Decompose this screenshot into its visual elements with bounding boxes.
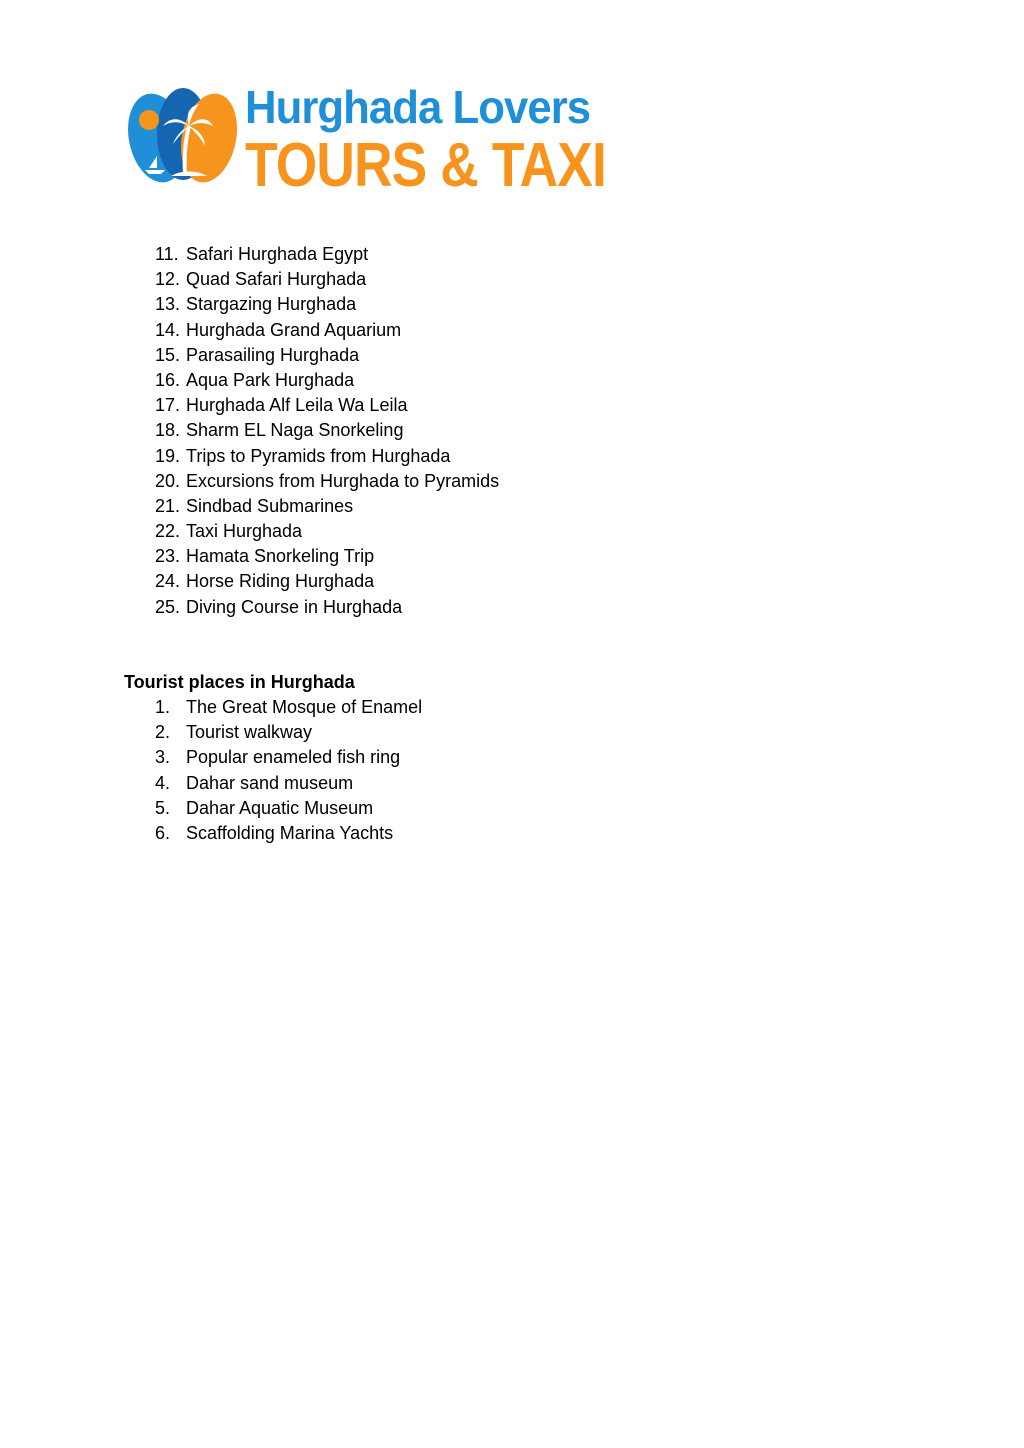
list-item-text: Aqua Park Hurghada <box>186 369 355 390</box>
list-item-number: 22. <box>155 521 181 542</box>
list-item-number: 18. <box>155 420 181 441</box>
list-item-number: 23. <box>155 546 181 567</box>
list-item-number: 24. <box>155 571 181 592</box>
list-item-text: Sharm EL Naga Snorkeling <box>186 420 404 441</box>
list-item-text: The Great Mosque of Enamel <box>186 697 423 717</box>
list-item <box>155 720 422 745</box>
list-item-number: 12. <box>155 269 181 290</box>
list-item <box>155 368 499 393</box>
list-item <box>155 292 499 317</box>
tourist-places-list <box>155 695 422 846</box>
list-item <box>155 267 499 292</box>
list-item-text: Hurghada Grand Aquarium <box>186 319 402 340</box>
list-item <box>155 343 499 368</box>
list-item-number: 15. <box>155 344 181 365</box>
list-item <box>155 318 499 343</box>
tours-list <box>155 242 499 620</box>
list-item-text: Dahar Aquatic Museum <box>186 797 374 818</box>
list-item <box>155 796 422 821</box>
list-item-number: 5. <box>155 797 171 818</box>
list-item-text: Quad Safari Hurghada <box>186 269 367 290</box>
list-item-text: Parasailing Hurghada <box>186 344 360 365</box>
company-logo <box>127 81 606 200</box>
list-item-number: 4. <box>155 772 171 793</box>
list-item <box>155 745 422 770</box>
list-item-number: 6. <box>155 822 171 843</box>
logo-subtitle-text: TOURS & TAXI <box>245 131 606 200</box>
list-item <box>155 242 499 267</box>
list-item-number: 1. <box>155 697 171 717</box>
list-item-number: 17. <box>155 395 181 416</box>
list-item-text: Trips to Pyramids from Hurghada <box>186 445 451 466</box>
list-item-text: Sindbad Submarines <box>186 495 354 516</box>
list-item-number: 11. <box>155 244 179 264</box>
list-item <box>155 771 422 796</box>
section-heading: Tourist places in Hurghada <box>124 672 355 692</box>
list-item-number: 2. <box>155 722 171 743</box>
list-item-text: Dahar sand museum <box>186 772 354 793</box>
list-item-text: Hamata Snorkeling Trip <box>186 546 375 567</box>
list-item <box>155 494 499 519</box>
list-item-text: Horse Riding Hurghada <box>186 571 375 592</box>
list-item-number: 13. <box>155 294 181 315</box>
list-item <box>155 695 422 720</box>
list-item-number: 21. <box>155 495 181 516</box>
list-item <box>155 569 499 594</box>
list-item-text: Excursions from Hurghada to Pyramids <box>186 470 500 491</box>
list-item-number: 19. <box>155 445 181 466</box>
list-item <box>155 444 499 469</box>
list-item-number: 25. <box>155 596 181 617</box>
list-item-text: Stargazing Hurghada <box>186 294 357 315</box>
logo-title-text: Hurghada Lovers <box>245 81 591 133</box>
list-item-text: Safari Hurghada Egypt <box>186 244 369 264</box>
list-item-number: 3. <box>155 747 171 768</box>
list-item-number: 16. <box>155 369 181 390</box>
list-item-text: Scaffolding Marina Yachts <box>186 822 394 843</box>
surfboard-palm-emblem-icon <box>127 86 239 186</box>
list-item-text: Taxi Hurghada <box>186 521 303 542</box>
list-item <box>155 393 499 418</box>
list-item-number: 14. <box>155 319 181 340</box>
list-item <box>155 595 499 620</box>
list-item <box>155 519 499 544</box>
list-item <box>155 544 499 569</box>
list-item <box>155 821 422 846</box>
list-item-number: 20. <box>155 470 181 491</box>
list-item-text: Hurghada Alf Leila Wa Leila <box>186 395 408 416</box>
list-item-text: Tourist walkway <box>186 722 313 743</box>
list-item <box>155 418 499 443</box>
list-item-text: Popular enameled fish ring <box>186 747 401 768</box>
list-item <box>155 469 499 494</box>
list-item-text: Diving Course in Hurghada <box>186 596 403 617</box>
